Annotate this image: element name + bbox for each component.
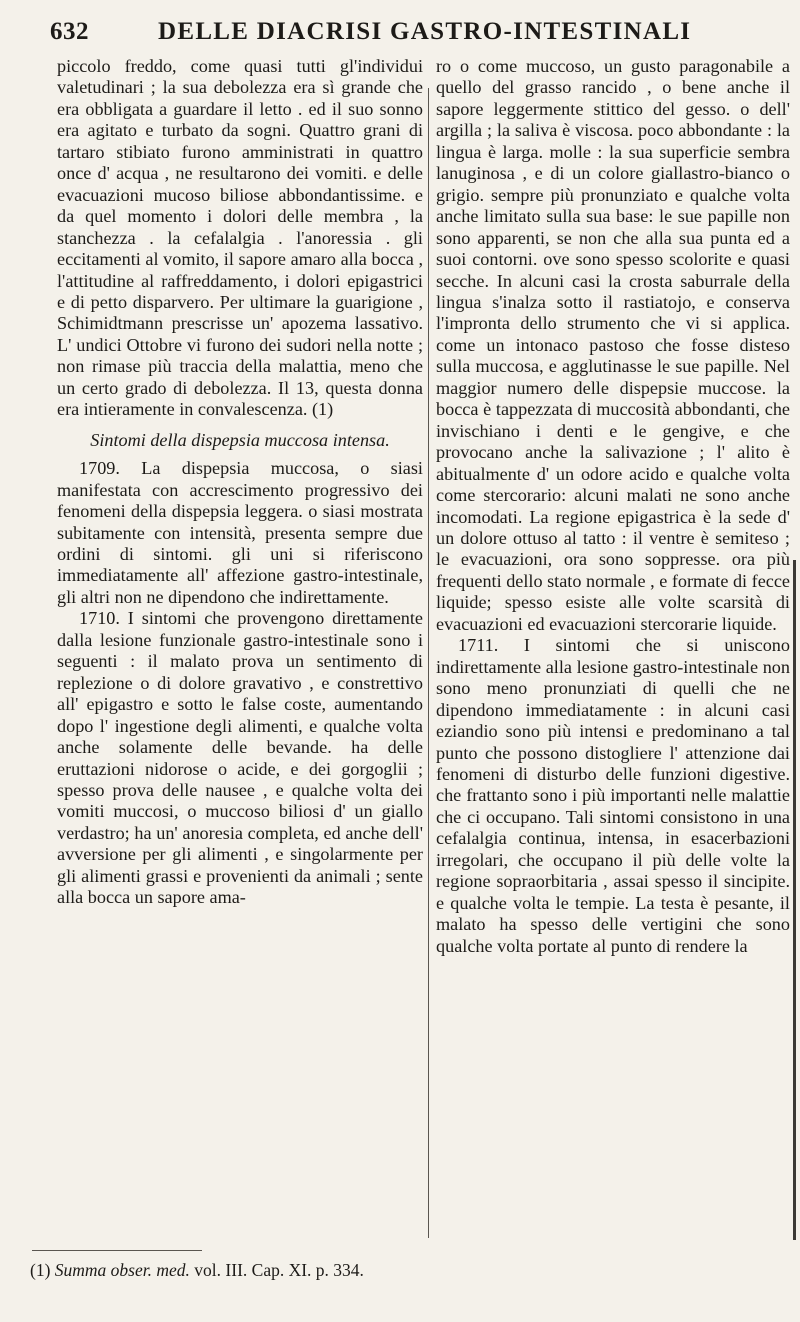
page-header: [50, 10, 750, 56]
footnote: [30, 1260, 770, 1281]
running-head: DELLE DIACRISI GASTRO-INTESTINALI: [158, 18, 692, 45]
section-title: Sintomi della dispepsia muccosa intensa.: [90, 429, 390, 450]
left-column: [57, 56, 423, 909]
footnote-rule: [32, 1250, 202, 1251]
footnote-source: Summa obser. med.: [54, 1260, 190, 1280]
paragraph-1710: 1710. I sintomi che provengono direttamente dalla lesione funzionale gastro-intestinale sono i seguenti : il malato prova un sentimento di replezione o di dolore gravativo , e constrettivo all' epigastro e sotto le false coste, aumentando dopo l' ingestione degli alimenti, e qualche volta anche solamente delle bevande. ha delle eruttazioni nidorose o acide, e dei gorgoglii ; spesso prova delle nausee , e qualche volta dei vomiti muccosi, o muccoso biliosi d' un giallo verdastro; ha un' anoresia completa, ed anche dell' avversione per gli alimenti , e singolarmente per gli alimenti grassi e provenienti da animali ; sente alla bocca un sapore ama-: [57, 608, 423, 908]
right-column: [436, 56, 790, 957]
paragraph-1709: 1709. La dispepsia muccosa, o siasi manifestata con accrescimento progressivo dei fenomeni della dispepsia leggera. o siasi mostrata subitamente con intensità, presenta sempre due ordini di sintomi. gli uni si riferiscono immediatamente all' affezione gastro-intestinale, gli altri non ne dipendono che indirettamente.: [57, 458, 423, 607]
paragraph: piccolo freddo, come quasi tutti gl'individui valetudinari ; la sua debolezza era sì grande che era obbligata a guardare il letto . ed il suo sonno era agitato e turbato da sogni. Quattro grani di tartaro stibiato furono amministrati in quattro once d' acqua , ne resultarono dei vomiti. e delle evacuazioni mucoso biliose abbondantissime. e da quel momento i dolori delle membra , la stanchezza . la cefalalgia . l'anoressia . gli eccitamenti al vomito, il sapore amaro alla bocca , l'attitudine al raffreddamento, i dolori epigastrici e di petto disparvero. Per ultimare la guarigione , Schimidtmann prescrisse un' apozema lassativo. L' undici Ottobre vi furono dei sudori nella notte ; non rimase più traccia della malattia, meno che un certo grado di debolezza. Il 13, questa donna era intieramente in convalescenza. (1): [57, 56, 423, 420]
text-columns: [0, 56, 800, 1236]
paragraph-1711: 1711. I sintomi che si uniscono indirettamente alla lesione gastro-intestinale non sono meno pronunziati di quelli che ne dipendono immediatamente : in alcuni casi eziandio sono più intensi e predominano a tal punto che possono distogliere l' attenzione dai fenomeni di disturbo delle funzioni digestive. che frattanto sono i più importanti nelle malattie che ci occupano. Tali sintomi consistono in una cefalalgia continua, intensa, in esacerbazioni irregolari, che occupano il più delle volte la regione sopraorbitaria , assai spesso il sincipite. e qualche volta le tempie. La testa è pesante, il malato ha spesso delle vertigini che sono qualche volta portate al punto di rendere la: [436, 635, 790, 956]
page-number: 632: [50, 18, 89, 45]
footnote-marker: (1): [30, 1260, 51, 1280]
footnote-reference: vol. III. Cap. XI. p. 334.: [194, 1260, 364, 1280]
paragraph: ro o come muccoso, un gusto paragonabile a quello del grasso rancido , o bene anche il sapore leggermente stittico del gesso. o dell' argilla ; la saliva è viscosa. poco abbondante : la lingua è larga. molle : la sua superficie sembra lanuginosa , e di un colore giallastro-bianco o grigio. sempre più pronunziato e qualche volta anche limitato sulla sua base: le sue papille non sono apparenti, se non che alla sua punta ed a suoi contorni. ove sono spesso scolorite e quasi secche. In alcuni casi la crosta saburrale della lingua s'inalza sotto il rastiatojo, e conserva l'impronta dello strumento che vi si applica. come un intonaco pastoso che fosse disteso sulla muccosa, e agglutinasse le sue papille. Nel maggior numero delle dispepsie muccose. la bocca è tappezzata di muccosità abbondanti, che invischiano i denti e le gengive, e che provocano anche la salivazione ; l' alito è abitualmente d' un odore acido e qualche volta come stercorario: alcuni malati ne sono anche incomodati. La regione epigastrica è la sede d' un dolore ottuso al tatto : il ventre è semiteso ; le evacuazioni, ora sono soppresse. ora più frequenti dello stato normale , e formate di fecce liquide; spesso esiste alle volte scarsità di evacuazioni ed evacuazioni stercorarie liquide.: [436, 56, 790, 634]
